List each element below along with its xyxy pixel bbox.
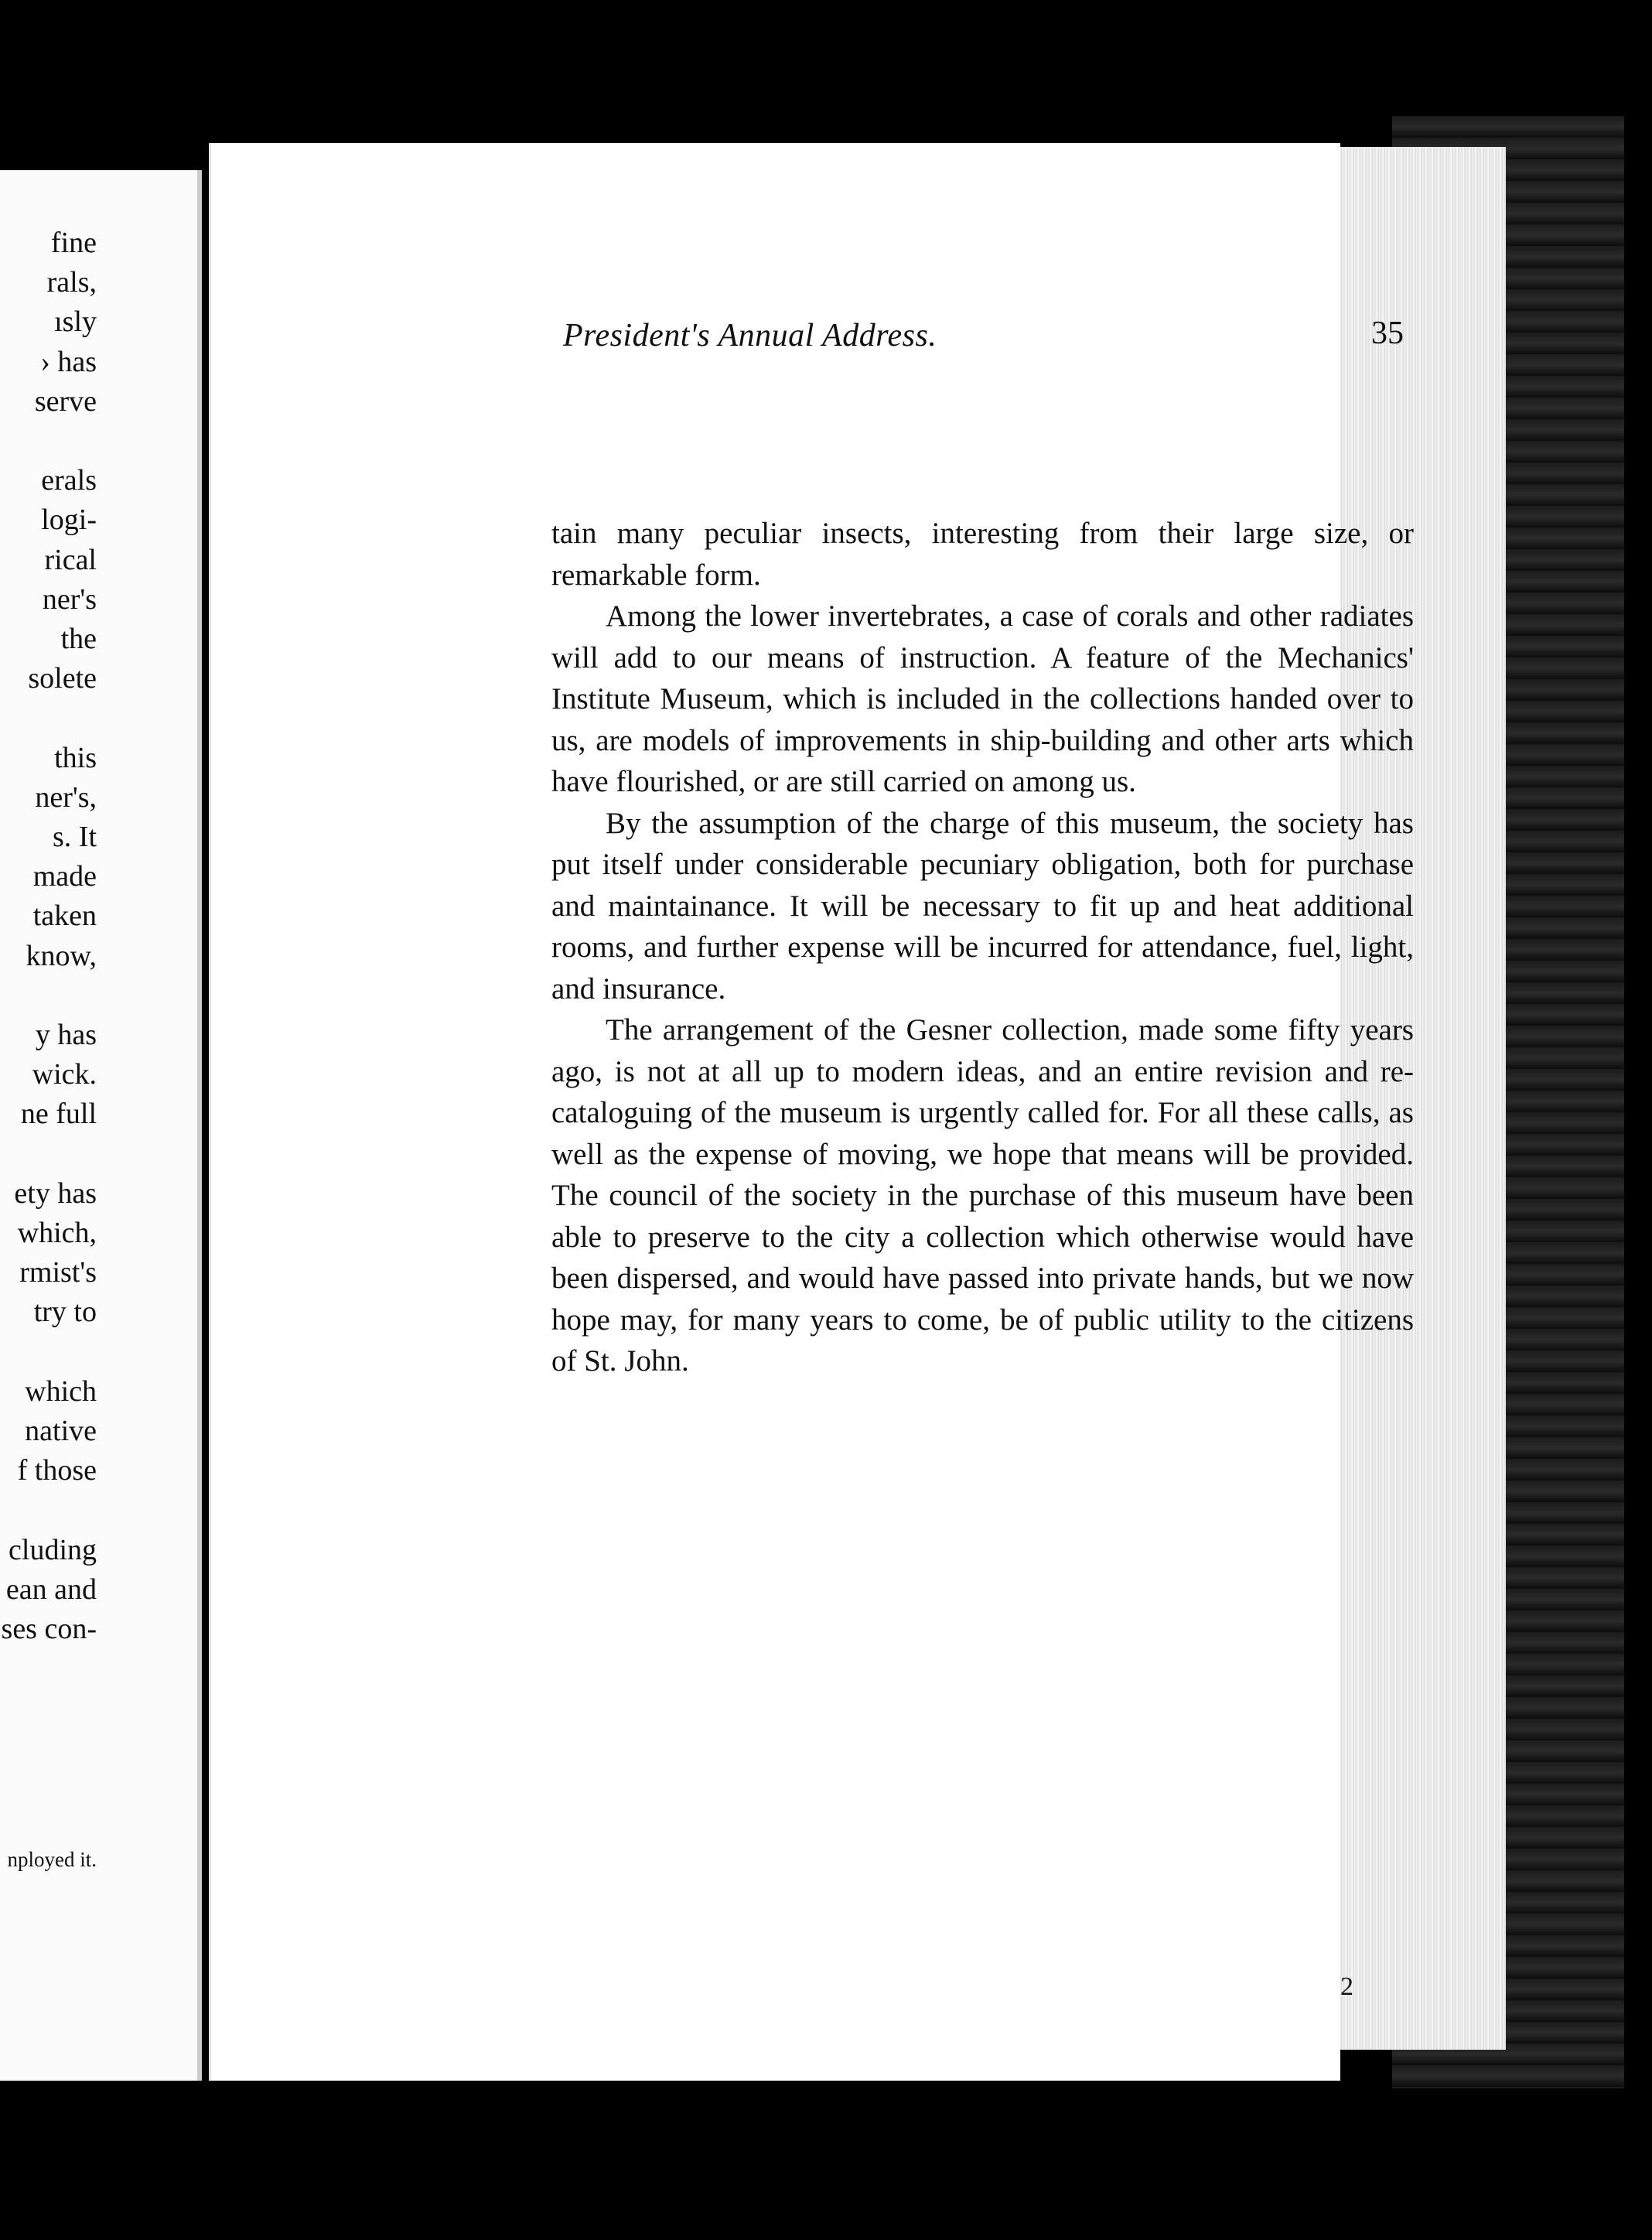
left-page-line: ner's, [35,780,97,814]
left-page-line: logi- [41,504,97,537]
page-number: 35 [1371,316,1404,351]
left-page-footnote: nployed it. [7,1848,97,1871]
left-page-line: f those [17,1454,97,1487]
left-page-line: cluding [9,1533,97,1566]
left-page-line: know, [26,939,97,972]
left-page-line: s. It [53,821,97,853]
left-page-line: rical [44,543,97,576]
left-page-line: ean and [5,1572,97,1606]
left-page-line: the [60,623,97,655]
left-page-line: ne full [20,1098,97,1131]
left-page-line: fine [50,227,97,259]
paragraph: The arrangement of the Gesner collection, made some fifty years ago, is not at all up to modern ideas, and an entire revision and re-cataloguing of the museum is urgently called for. For all these calls, as well as the expense of moving, we hope that means will be provided. The council of the society in the purchase of this museum have been able to preserve to the city a collection which otherwise would have been dispersed, and would have passed into private hands, but we now hope may, for many years to come, be of public utility to the citizens of St. John. [551,1013,1414,1378]
left-page-line: this [54,741,97,774]
left-page-line: serve [34,384,97,418]
left-page-line: ner's [42,582,97,616]
paragraph: tain many peculiar insects, interesting from their large size, or remarkable form. [551,517,1414,592]
left-page-line: native [25,1415,97,1447]
left-page-line: made [32,860,97,893]
left-page-line: wick. [32,1058,97,1091]
left-facing-page [0,170,202,2081]
left-page-line: solete [28,662,97,695]
left-page-line: ısly [54,306,97,339]
left-page-line: taken [32,900,97,933]
left-page-line: y has [35,1019,97,1051]
left-page-line: ses con- [1,1613,97,1645]
left-page-line: rmist's [19,1256,97,1289]
left-page-line: which, [17,1217,97,1249]
left-page-line: rals, [46,266,97,299]
left-page-line: which [25,1374,97,1408]
main-page [209,143,1414,2081]
left-page-line: › has [40,345,97,378]
left-page-line: ety has [14,1176,97,1210]
left-page-line: erals [41,464,97,497]
running-head: President's Annual Address. [563,318,937,353]
paragraph: By the assumption of the charge of this museum, the society has put itself under considerable pecuniary obligation, both for purchase and maintainance. It will be necessary to fit up and heat additional rooms, and further expense will be incurred for attendance, fuel, light, and insurance. [551,806,1414,1006]
left-page-line: try to [33,1296,97,1329]
body-text [551,513,1414,1382]
paragraph: Among the lower invertebrates, a case of corals and other radiates will add to our means of instruction. A feature of the Mechanics' Institute Museum, which is included in the collections handed over to us, are models of improvements in ship-building and other arts which have flourished, or are still carried on among us. [551,599,1414,798]
signature-mark: 2 [1340,1972,1353,2001]
